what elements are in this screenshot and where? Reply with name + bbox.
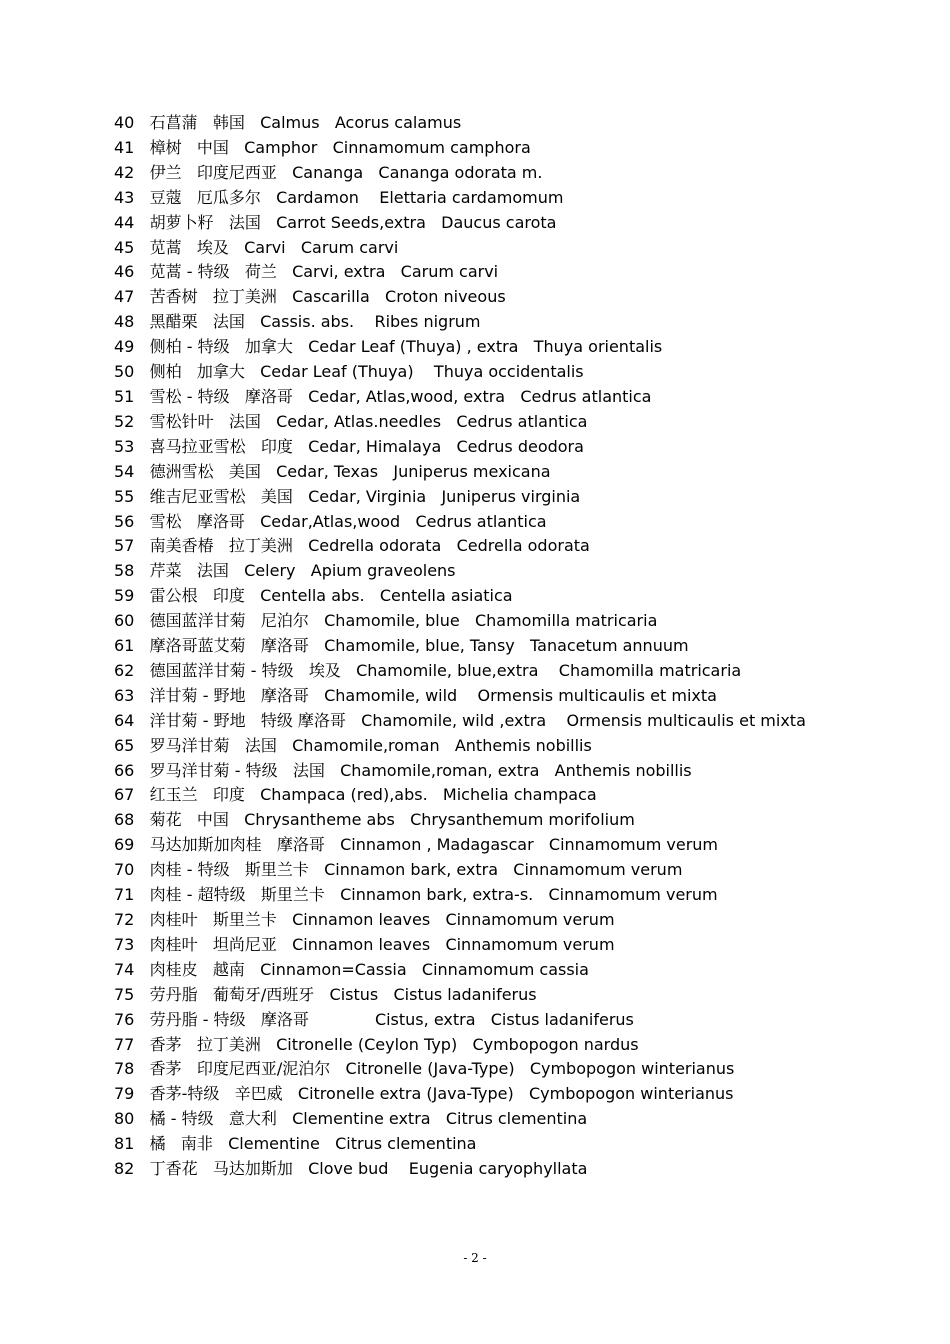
oil-list <box>114 111 842 1182</box>
list-item: 45 苋蒿 埃及 Carvi Carum carvi <box>114 237 399 257</box>
list-item: 40 石菖蒲 韩国 Calmus Acorus calamus <box>114 113 462 132</box>
list-item: 57 南美香椿 拉丁美洲 Cedrella odorata Cedrella odorata <box>114 536 590 556</box>
list-item: 60 德国蓝洋甘菊 尼泊尔 Chamomile, blue Chamomilla matricaria <box>114 611 658 631</box>
list-item: 79 香茅-特级 辛巴威 Citronelle extra (Java-Type) Cymbopogon winterianus <box>114 1084 734 1104</box>
list-item: 75 劳丹脂 葡萄牙/西班牙 Cistus Cistus ladaniferus <box>114 984 537 1004</box>
list-item: 74 肉桂皮 越南 Cinnamon=Cassia Cinnamomum cassia <box>114 959 589 979</box>
list-item: 41 樟树 中国 Camphor Cinnamomum camphora <box>114 137 531 157</box>
list-item: 42 伊兰 印度尼西亚 Cananga Cananga odorata m. <box>114 162 543 182</box>
list-item: 49 侧柏 - 特级 加拿大 Cedar Leaf (Thuya) , extra Thuya orientalis <box>114 337 663 357</box>
list-item: 61 摩洛哥蓝艾菊 摩洛哥 Chamomile, blue, Tansy Tanacetum annuum <box>114 636 689 656</box>
list-item: 73 肉桂叶 坦尚尼亚 Cinnamon leaves Cinnamomum verum <box>114 934 615 954</box>
list-item: 69 马达加斯加肉桂 摩洛哥 Cinnamon , Madagascar Cinnamomum verum <box>114 835 719 855</box>
list-item: 51 雪松 - 特级 摩洛哥 Cedar, Atlas,wood, extra Cedrus atlantica <box>114 386 652 406</box>
list-item: 48 黑醋栗 法国 Cassis. abs. Ribes nigrum <box>114 312 481 332</box>
list-item: 76 劳丹脂 - 特级 摩洛哥 Cistus, extra Cistus ladaniferus <box>114 1009 634 1029</box>
list-item: 53 喜马拉亚雪松 印度 Cedar, Himalaya Cedrus deodora <box>114 436 584 456</box>
list-item: 47 苦香树 拉丁美洲 Cascarilla Croton niveous <box>114 287 506 307</box>
list-item: 71 肉桂 - 超特级 斯里兰卡 Cinnamon bark, extra-s. Cinnamomum verum <box>114 885 718 905</box>
list-item: 54 德洲雪松 美国 Cedar, Texas Juniperus mexicana <box>114 461 551 481</box>
list-item: 44 胡萝卜籽 法国 Carrot Seeds,extra Daucus carota <box>114 212 557 232</box>
list-item: 77 香茅 拉丁美洲 Citronelle (Ceylon Typ) Cymbopogon nardus <box>114 1034 639 1054</box>
list-item: 52 雪松针叶 法国 Cedar, Atlas.needles Cedrus atlantica <box>114 411 588 431</box>
list-item: 62 德国蓝洋甘菊 - 特级 埃及 Chamomile, blue,extra Chamomilla matricaria <box>114 660 742 680</box>
list-item: 80 橘 - 特级 意大利 Clementine extra Citrus clementina <box>114 1109 588 1129</box>
list-item: 81 橘 南非 Clementine Citrus clementina <box>114 1134 477 1154</box>
list-item: 63 洋甘菊 - 野地 摩洛哥 Chamomile, wild Ormensis multicaulis et mixta <box>114 685 717 705</box>
list-item: 82 丁香花 马达加斯加 Clove bud Eugenia caryophyllata <box>114 1159 588 1179</box>
list-item: 67 红玉兰 印度 Champaca (red),abs. Michelia champaca <box>114 785 597 805</box>
list-item: 50 侧柏 加拿大 Cedar Leaf (Thuya) Thuya occidentalis <box>114 362 584 382</box>
list-item: 72 肉桂叶 斯里兰卡 Cinnamon leaves Cinnamomum verum <box>114 910 615 929</box>
list-item: 78 香茅 印度尼西亚/泥泊尔 Citronelle (Java-Type) Cymbopogon winterianus <box>114 1059 735 1079</box>
list-item: 55 维吉尼亚雪松 美国 Cedar, Virginia Juniperus virginia <box>114 486 581 506</box>
list-item: 68 菊花 中国 Chrysantheme abs Chrysanthemum morifolium <box>114 810 635 830</box>
list-item: 64 洋甘菊 - 野地 特级 摩洛哥 Chamomile, wild ,extra Ormensis multicaulis et mixta <box>114 710 806 730</box>
list-item: 70 肉桂 - 特级 斯里兰卡 Cinnamon bark, extra Cinnamomum verum <box>114 860 683 880</box>
list-item: 43 豆蔻 厄瓜多尔 Cardamon Elettaria cardamomum <box>114 187 564 207</box>
list-item: 66 罗马洋甘菊 - 特级 法国 Chamomile,roman, extra Anthemis nobillis <box>114 760 692 780</box>
list-item: 65 罗马洋甘菊 法国 Chamomile,roman Anthemis nobillis <box>114 735 592 755</box>
list-item: 58 芹菜 法国 Celery Apium graveolens <box>114 561 456 581</box>
list-item: 56 雪松 摩洛哥 Cedar,Atlas,wood Cedrus atlantica <box>114 511 547 531</box>
list-item: 46 苋蒿 - 特级 荷兰 Carvi, extra Carum carvi <box>114 262 499 282</box>
page-number: - 2 - <box>463 1251 487 1265</box>
list-item: 59 雷公根 印度 Centella abs. Centella asiatica <box>114 586 513 606</box>
